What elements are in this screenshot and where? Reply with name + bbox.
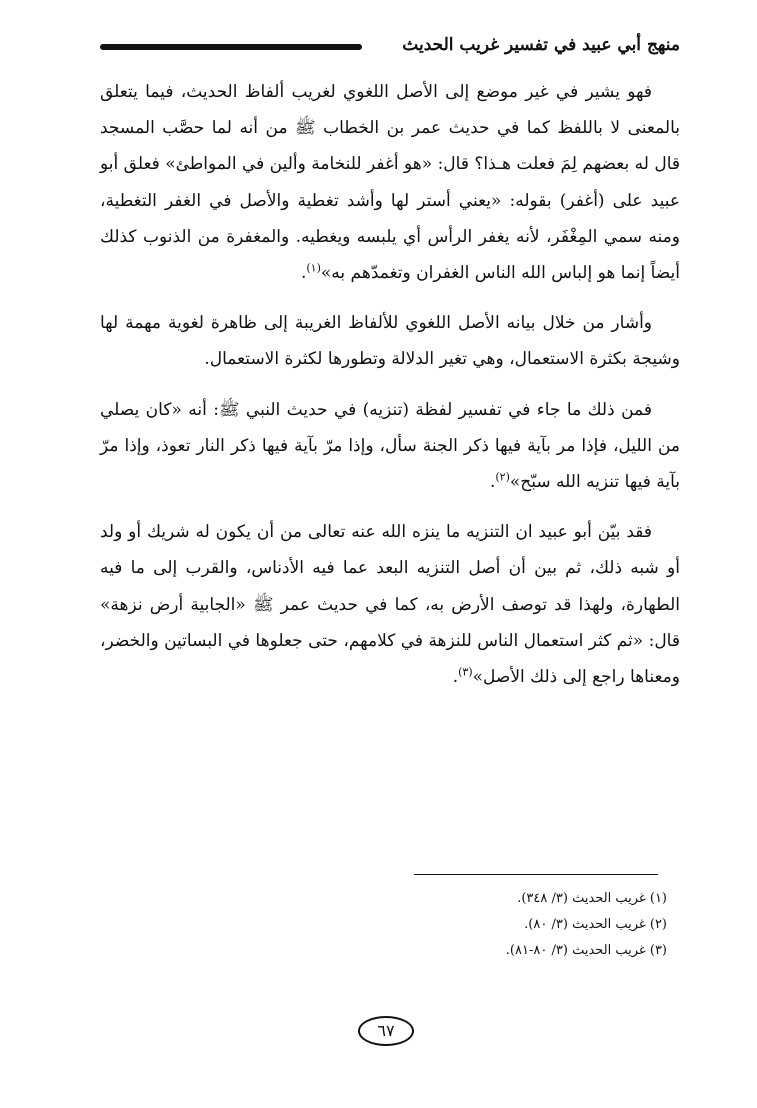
paragraph-3-end: . (489, 472, 496, 493)
paragraph-3-text: فمن ذلك ما جاء في تفسير لفظة (تنزيه) في حديث النبي ﷺ: أنه «كان يصلي من الليل، فإذا مر بآية فيها ذكر الجنة سأل، وإذا مرّ بآية فيها ذكر النار تعوذ، وإذا مرّ بآية فيها تنزيه الله سبّح» (100, 399, 680, 493)
header-title: منهج أبي عبيد في تفسير غريب الحديث (402, 35, 680, 55)
paragraph-3 (100, 392, 680, 501)
footnote-2: (٢) غريب الحديث (٣/ ٨٠). (524, 917, 667, 932)
page-number: ٦٧ (358, 1016, 414, 1046)
paragraph-4 (100, 514, 680, 695)
paragraph-1 (100, 74, 680, 291)
paragraph-4-text: فقد بيّن أبو عبيد ان التنزيه ما ينزه الله عنه تعالى من أن يكون له شريك أو ولد أو شبه ذلك، ثم بين أن أصل التنزيه البعد عما فيه الأدناس، والقرب إلى ما فيه الطهارة، ولهذا قد توصف الأرض به، كما في حديث عمر ﷺ «الجابية أرض نزهة» قال: «ثم كثر استعمال الناس للنزهة في كلامهم، حتى جعلوها في البساتين والخضر، ومعناها راجع إلى ذلك الأصل» (100, 522, 680, 688)
paragraph-2 (100, 305, 680, 377)
paragraph-1-text: فهو يشير في غير موضع إلى الأصل اللغوي لغريب ألفاظ الحديث، فيما يتعلق بالمعنى لا باللفظ كما في حديث عمر بن الخطاب ﷺ من أنه لما حصَّب المسجد قال له بعضهم لِمَ فعلت هـذا؟ قال: «هو أغفر للنخامة وألين في المواطئ» فعلق أبو عبيد على (أغفر) بقوله: «يعني أستر لها وأشد تغطية والأصل في الغفر التغطية، ومنه سمي المِغْفَر، لأنه يغفر الرأس أي يلبسه ويغطيه. والمغفرة من الذنوب كذلك أيضاً إنما هو إلباس الله الناس الغفران وتغمدّهم به» (100, 82, 680, 284)
footnote-1: (١) غريب الحديث (٣/ ٣٤٨). (517, 891, 667, 906)
paragraph-2-text: وأشار من خلال بيانه الأصل اللغوي للألفاظ الغريبة إلى ظاهرة لغوية مهمة لها وشيجة بكثرة الاستعمال، وهي تغير الدلالة وتطورها لكثرة الاستعمال. (100, 313, 680, 370)
body-text (100, 74, 680, 709)
paragraph-4-end: . (452, 667, 459, 688)
footnote-ref-3: (٣) (458, 665, 473, 679)
footnote-ref-2: (٢) (495, 470, 510, 484)
header-rule (100, 44, 362, 50)
running-header (100, 34, 680, 60)
footnote-separator (414, 874, 658, 875)
paragraph-1-end: . (300, 263, 307, 284)
footnote-3: (٣) غريب الحديث (٣/ ٨٠-٨١). (505, 943, 667, 958)
footnote-ref-1: (١) (306, 261, 321, 275)
footnotes (87, 886, 667, 964)
